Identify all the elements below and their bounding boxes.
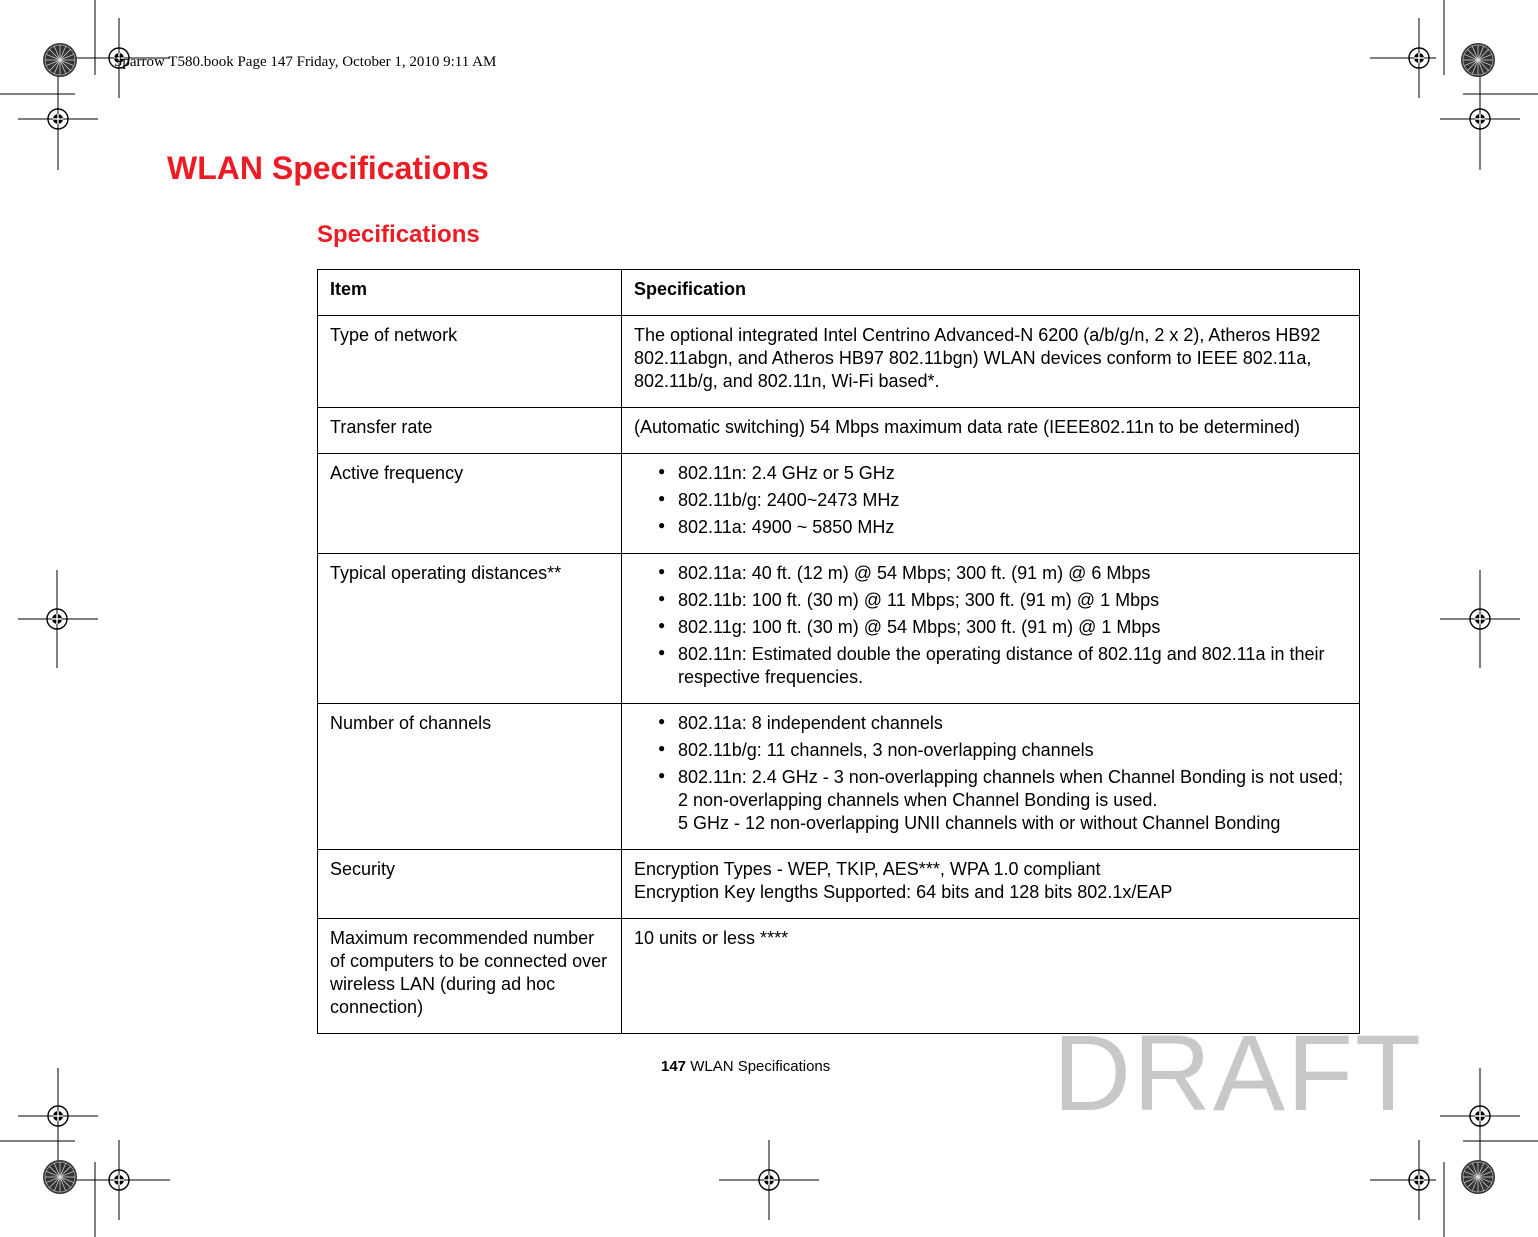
row-spec: 10 units or less ****: [622, 919, 1360, 1034]
draft-watermark: DRAFT: [1053, 1012, 1423, 1133]
list-item: ● 802.11n: Estimated double the operating distance of 802.11g and 802.11a in their respective frequencies.: [634, 643, 1347, 689]
row-spec: [622, 850, 1360, 919]
footer-label: WLAN Specifications: [690, 1058, 831, 1075]
row-spec: [622, 454, 1360, 554]
list-item: ● 802.11b/g: 2400~2473 MHz: [634, 489, 1347, 512]
row-spec: (Automatic switching) 54 Mbps maximum data rate (IEEE802.11n to be determined): [622, 408, 1360, 454]
table-row: [318, 316, 1360, 408]
bullet-list: [634, 462, 1347, 539]
list-item: ● 802.11a: 8 independent channels: [634, 712, 1347, 735]
row-item: Typical operating distances**: [318, 554, 622, 704]
list-item: [634, 766, 1347, 835]
list-item-continuation: 5 GHz - 12 non-overlapping UNII channels with or without Channel Bonding: [678, 813, 1281, 833]
row-spec: [622, 704, 1360, 850]
header-item: Item: [318, 270, 622, 316]
table-row: [318, 704, 1360, 850]
table-row: [318, 850, 1360, 919]
row-item: Security: [318, 850, 622, 919]
list-item: ● 802.11n: 2.4 GHz or 5 GHz: [634, 462, 1347, 485]
page-number: 147: [661, 1058, 687, 1075]
page-footer: [661, 1058, 830, 1075]
table-header-row: [318, 270, 1360, 316]
row-item: Active frequency: [318, 454, 622, 554]
table-row: [318, 408, 1360, 454]
row-item: Number of channels: [318, 704, 622, 850]
book-slug: Sparrow T580.book Page 147 Friday, October 1, 2010 9:11 AM: [114, 54, 497, 70]
row-item: Maximum recommended number of computers to be connected over wireless LAN (during ad hoc connection): [318, 919, 622, 1034]
row-item: Type of network: [318, 316, 622, 408]
row-spec: [622, 554, 1360, 704]
row-item: Transfer rate: [318, 408, 622, 454]
table-row: [318, 454, 1360, 554]
spec-line: Encryption Types - WEP, TKIP, AES***, WPA 1.0 compliant: [634, 859, 1101, 879]
row-spec: The optional integrated Intel Centrino Advanced-N 6200 (a/b/g/n, 2 x 2), Atheros HB92 802.11abgn, and Atheros HB97 802.11bgn) WLAN devices conform to IEEE 802.11a, 802.11b/g, and 802.11n, Wi-Fi based*.: [622, 316, 1360, 408]
list-item: ● 802.11b: 100 ft. (30 m) @ 11 Mbps; 300 ft. (91 m) @ 1 Mbps: [634, 589, 1347, 612]
bullet-list: [634, 562, 1347, 689]
page-title: WLAN Specifications: [167, 150, 489, 186]
list-item: ● 802.11b/g: 11 channels, 3 non-overlapping channels: [634, 739, 1347, 762]
list-item: ● 802.11a: 40 ft. (12 m) @ 54 Mbps; 300 ft. (91 m) @ 6 Mbps: [634, 562, 1347, 585]
header-specification: Specification: [622, 270, 1360, 316]
spec-line: Encryption Key lengths Supported: 64 bits and 128 bits 802.1x/EAP: [634, 882, 1173, 902]
specifications-table: [317, 269, 1360, 1034]
table-row: [318, 554, 1360, 704]
list-item-text: ● 802.11n: 2.4 GHz - 3 non-overlapping channels when Channel Bonding is not used; 2 non-overlapping channels when Channel Bonding is used.: [678, 767, 1344, 810]
bullet-list: [634, 712, 1347, 835]
list-item: ● 802.11g: 100 ft. (30 m) @ 54 Mbps; 300 ft. (91 m) @ 1 Mbps: [634, 616, 1347, 639]
list-item: ● 802.11a: 4900 ~ 5850 MHz: [634, 516, 1347, 539]
section-heading: Specifications: [317, 221, 480, 248]
